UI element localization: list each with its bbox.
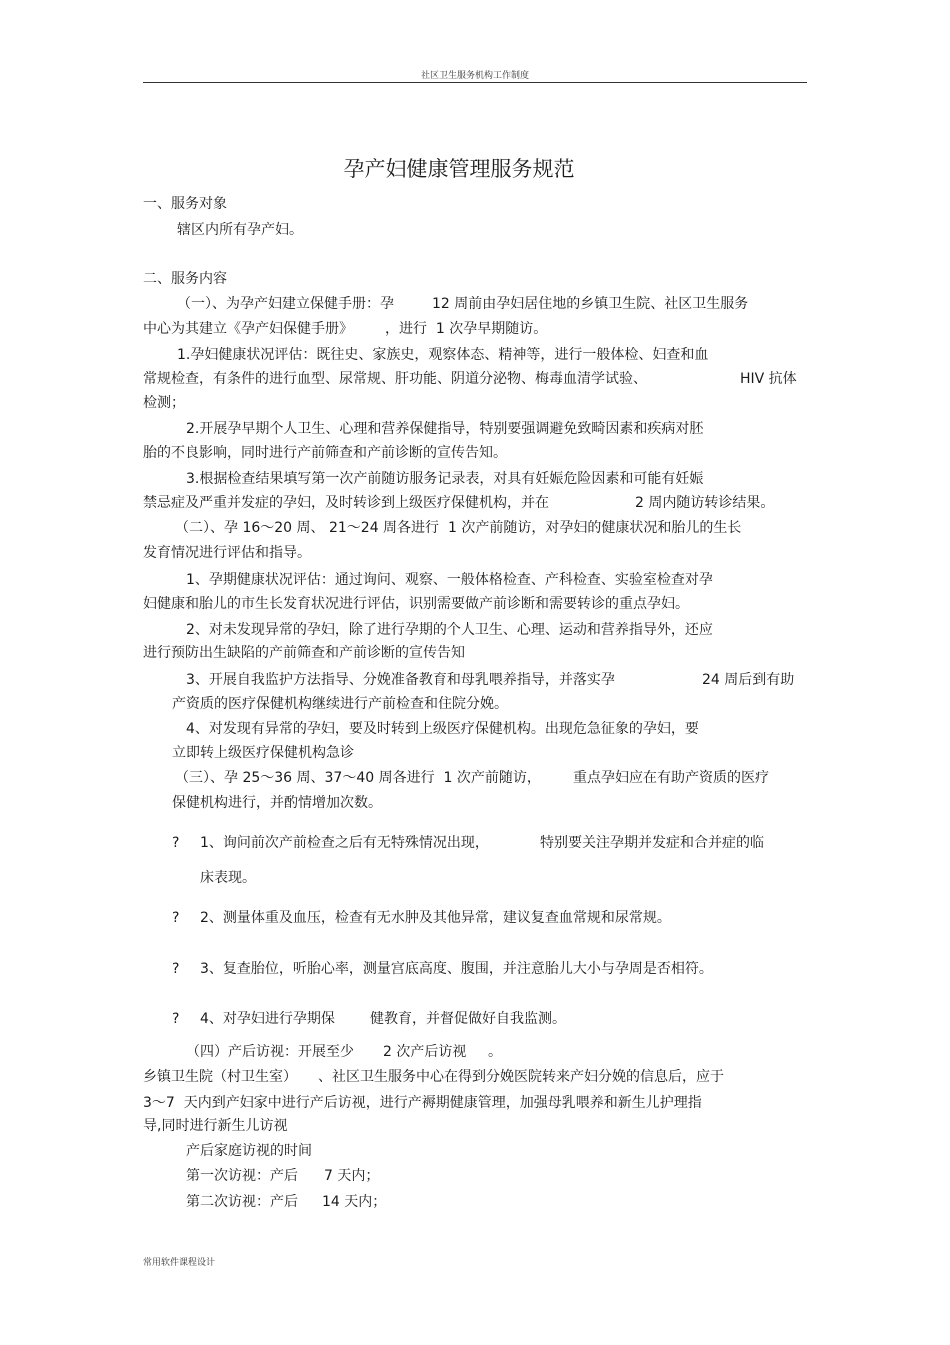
bullet-marker: ? [172, 1011, 180, 1027]
paragraph-line: 禁忌症及严重并发症的孕妇，及时转诊到上级医疗保健机构，并在 [143, 495, 549, 511]
paragraph-line: （一）、为孕产妇建立保健手册：孕 [177, 296, 394, 312]
paragraph-line: 导,同时进行新生儿访视 [143, 1118, 288, 1134]
bullet-marker: ? [172, 910, 180, 926]
paragraph-line: 进行预防出生缺陷的产前筛查和产前诊断的宣传告知 [143, 645, 465, 661]
page-footer: 常用软件课程设计 [143, 1258, 216, 1268]
paragraph-line: 12 周前由孕妇居住地的乡镇卫生院、社区卫生服务 [432, 296, 749, 312]
paragraph-line: 3.根据检查结果填写第一次产前随访服务记录表，对具有妊娠危险因素和可能有妊娠 [186, 471, 704, 487]
paragraph-line: 发育情况进行评估和指导。 [143, 545, 311, 561]
bullet-text: 床表现。 [200, 870, 256, 886]
paragraph-line: 2、对未发现异常的孕妇，除了进行孕期的个人卫生、心理、运动和营养指导外，还应 [186, 622, 713, 638]
paragraph-line: 立即转上级医疗保健机构急诊 [172, 745, 354, 761]
paragraph-line: 7 天内； [324, 1168, 380, 1184]
bullet-text: 特别要关注孕期并发症和合并症的临 [540, 835, 764, 851]
bullet-text: 4、对孕妇进行孕期保 [200, 1011, 335, 1027]
bullet-text: 2、测量体重及血压，检查有无水肿及其他异常，建议复查血常规和尿常规。 [200, 910, 671, 926]
paragraph-line: 产后家庭访视的时间 [186, 1143, 312, 1159]
paragraph-line: 常规检查，有条件的进行血型、尿常规、肝功能、阴道分泌物、梅毒血清学试验、 [143, 371, 647, 387]
bullet-text: 1、询问前次产前检查之后有无特殊情况出现， [200, 835, 489, 851]
bullet-marker: ? [172, 835, 180, 851]
paragraph-line: （四）产后访视：开展至少 [186, 1044, 354, 1060]
bullet-marker: ? [172, 961, 180, 977]
header-rule [143, 82, 807, 83]
bullet-text: 健教育，并督促做好自我监测。 [370, 1011, 566, 1027]
section-heading: 一、服务对象 [143, 196, 227, 212]
paragraph-line: 2.开展孕早期个人卫生、心理和营养保健指导，特别要强调避免致畸因素和疾病对胚 [186, 421, 704, 437]
paragraph-line: 24 周后到有助 [702, 672, 795, 688]
paragraph-line: 检测； [143, 395, 185, 411]
paragraph-line: 重点孕妇应在有助产资质的医疗 [573, 770, 769, 786]
paragraph-line: 3、开展自我监护方法指导、分娩准备教育和母乳喂养指导，并落实孕 [186, 672, 615, 688]
bullet-text: 3、复查胎位，听胎心率，测量宫底高度、腹围，并注意胎儿大小与孕周是否相符。 [200, 961, 713, 977]
document-title: 孕产妇健康管理服务规范 [343, 157, 575, 181]
paragraph-line: 保健机构进行，并酌情增加次数。 [172, 795, 382, 811]
paragraph-line: 2 周内随访转诊结果。 [635, 495, 775, 511]
paragraph-line: 第二次访视：产后 [186, 1194, 298, 1210]
paragraph-line: 。 [488, 1044, 502, 1060]
section-heading: 二、服务内容 [143, 271, 227, 287]
paragraph-line: 1、孕期健康状况评估：通过询问、观察、一般体格检查、产科检查、实验室检查对孕 [186, 572, 713, 588]
paragraph-line: 3～7 天内到产妇家中进行产后访视，进行产褥期健康管理，加强母乳喂养和新生儿护理指 [143, 1095, 702, 1111]
paragraph-line: 2 次产后访视 [383, 1044, 467, 1060]
paragraph-line: 、社区卫生服务中心在得到分娩医院转来产妇分娩的信息后，应于 [318, 1069, 724, 1085]
paragraph-line: 妇健康和胎儿的市生长发育状况进行评估，识别需要做产前诊断和需要转诊的重点孕妇。 [143, 596, 689, 612]
paragraph-line: 乡镇卫生院（村卫生室） [143, 1069, 297, 1085]
paragraph-line: HIV 抗体 [740, 371, 797, 387]
paragraph-line: （二）、孕 16～20 周、 21～24 周各进行 1 次产前随访，对孕妇的健康状况和胎儿的生长 [175, 520, 742, 536]
paragraph-line: （三）、孕 25～36 周、37～40 周各进行 1 次产前随访， [175, 770, 541, 786]
paragraph-line: 产资质的医疗保健机构继续进行产前检查和住院分娩。 [172, 696, 508, 712]
paragraph-line: 中心为其建立《孕产妇保健手册》 [143, 321, 353, 337]
paragraph-line: 辖区内所有孕产妇。 [177, 222, 303, 238]
paragraph-line: 第一次访视：产后 [186, 1168, 298, 1184]
paragraph-line: 胎的不良影响，同时进行产前筛查和产前诊断的宣传告知。 [143, 445, 507, 461]
page-header: 社区卫生服务机构工作制度 [420, 71, 529, 81]
paragraph-line: 14 天内； [322, 1194, 387, 1210]
paragraph-line: 4、对发现有异常的孕妇，要及时转到上级医疗保健机构。出现危急征象的孕妇，要 [186, 721, 699, 737]
paragraph-line: 1.孕妇健康状况评估：既往史、家族史，观察体态、精神等，进行一般体检、妇查和血 [177, 347, 709, 363]
paragraph-line: ，进行 1 次孕早期随访。 [385, 321, 548, 337]
